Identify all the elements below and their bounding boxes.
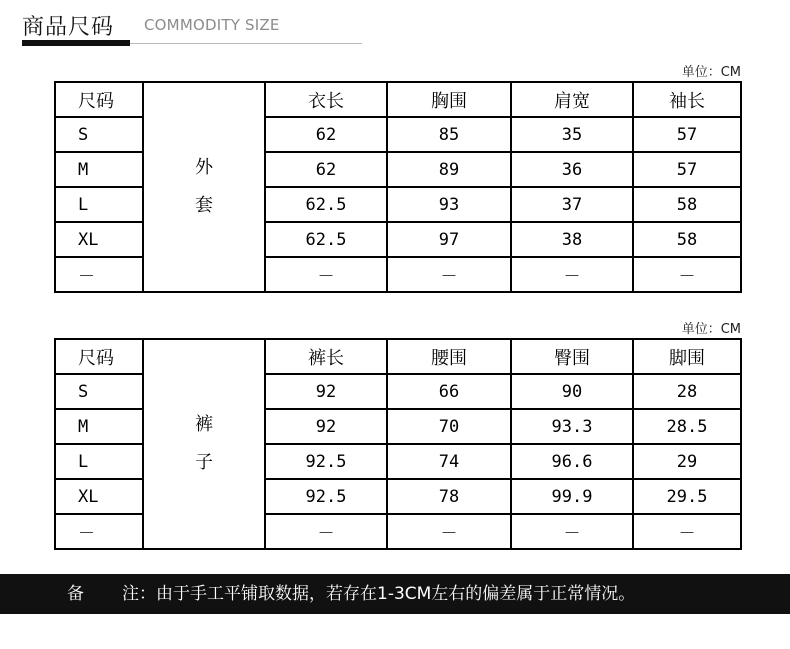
value-cell: 62.5 — [265, 187, 387, 222]
note-banner — [0, 574, 790, 614]
value-cell: － — [511, 514, 633, 549]
size-cell: M — [55, 409, 143, 444]
category-char: 套 — [195, 195, 213, 216]
value-cell: 99.9 — [511, 479, 633, 514]
column-header: 臀围 — [511, 339, 633, 374]
value-cell: － — [633, 257, 741, 292]
column-header: 腰围 — [387, 339, 511, 374]
size-cell: XL — [55, 479, 143, 514]
size-cell: S — [55, 374, 143, 409]
jacket-unit-label: 单位：CM — [681, 65, 741, 80]
category-char: 裤 — [195, 414, 213, 435]
value-cell: 93.3 — [511, 409, 633, 444]
value-cell: 93 — [387, 187, 511, 222]
value-cell: 92 — [265, 374, 387, 409]
value-cell: 62 — [265, 152, 387, 187]
value-cell: － — [387, 514, 511, 549]
value-cell: 97 — [387, 222, 511, 257]
note-text: 注：由于手工平铺取数据，若存在1-3CM左右的偏差属于正常情况。 — [122, 584, 636, 604]
value-cell: 37 — [511, 187, 633, 222]
pants-size-table — [54, 338, 742, 550]
value-cell: － — [511, 257, 633, 292]
value-cell: 74 — [387, 444, 511, 479]
column-header: 脚围 — [633, 339, 741, 374]
category-cell-pants — [143, 339, 265, 549]
title-underline-bar — [22, 40, 130, 46]
title-divider-line — [130, 43, 362, 44]
value-cell: 62 — [265, 117, 387, 152]
value-cell: 78 — [387, 479, 511, 514]
value-cell: 57 — [633, 117, 741, 152]
value-cell: 35 — [511, 117, 633, 152]
value-cell: 28.5 — [633, 409, 741, 444]
column-header: 衣长 — [265, 82, 387, 117]
category-char: 子 — [195, 452, 213, 473]
value-cell: 36 — [511, 152, 633, 187]
table-header-row — [55, 82, 741, 117]
size-column-header: 尺码 — [55, 339, 143, 374]
page-subtitle: COMMODITY SIZE — [144, 16, 280, 34]
value-cell: － — [265, 257, 387, 292]
size-cell: － — [55, 514, 143, 549]
value-cell: 38 — [511, 222, 633, 257]
value-cell: 28 — [633, 374, 741, 409]
value-cell: 85 — [387, 117, 511, 152]
size-column-header: 尺码 — [55, 82, 143, 117]
page-title: 商品尺码 — [22, 15, 115, 40]
pants-unit-label: 单位：CM — [681, 322, 741, 337]
page-header — [22, 8, 362, 48]
value-cell: － — [633, 514, 741, 549]
value-cell: 58 — [633, 187, 741, 222]
value-cell: 96.6 — [511, 444, 633, 479]
category-cell-jacket — [143, 82, 265, 292]
size-cell: － — [55, 257, 143, 292]
value-cell: 70 — [387, 409, 511, 444]
value-cell: 92.5 — [265, 444, 387, 479]
value-cell: － — [265, 514, 387, 549]
value-cell: 89 — [387, 152, 511, 187]
note-label: 备 — [67, 584, 84, 604]
column-header: 胸围 — [387, 82, 511, 117]
value-cell: 92 — [265, 409, 387, 444]
size-cell: L — [55, 187, 143, 222]
column-header: 裤长 — [265, 339, 387, 374]
value-cell: － — [387, 257, 511, 292]
jacket-size-table — [54, 81, 742, 293]
value-cell: 58 — [633, 222, 741, 257]
value-cell: 62.5 — [265, 222, 387, 257]
size-cell: S — [55, 117, 143, 152]
value-cell: 92.5 — [265, 479, 387, 514]
table-header-row — [55, 339, 741, 374]
value-cell: 29 — [633, 444, 741, 479]
value-cell: 66 — [387, 374, 511, 409]
category-char: 外 — [195, 157, 213, 178]
column-header: 肩宽 — [511, 82, 633, 117]
size-cell: L — [55, 444, 143, 479]
value-cell: 29.5 — [633, 479, 741, 514]
size-cell: XL — [55, 222, 143, 257]
size-cell: M — [55, 152, 143, 187]
column-header: 袖长 — [633, 82, 741, 117]
value-cell: 90 — [511, 374, 633, 409]
value-cell: 57 — [633, 152, 741, 187]
